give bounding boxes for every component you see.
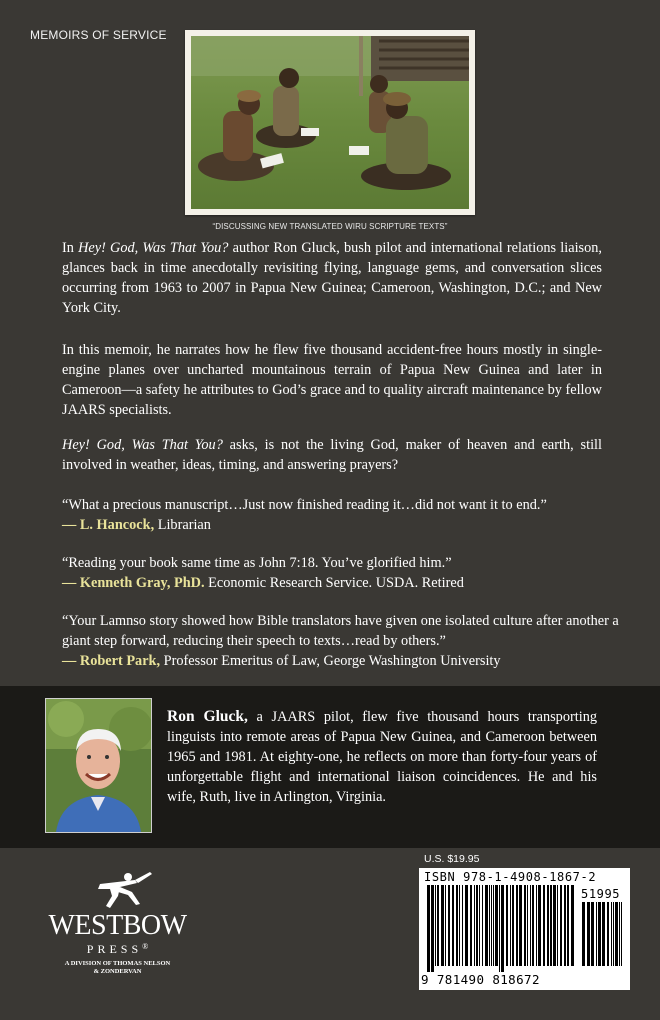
barcode-bar	[491, 885, 492, 966]
barcode-bar	[591, 902, 594, 966]
barcode-bar	[582, 902, 585, 966]
barcode-bar	[448, 885, 450, 966]
endorser-name: Kenneth Gray, PhD.	[79, 575, 205, 591]
addon-barcode	[582, 902, 624, 972]
barcode-bar	[493, 885, 494, 966]
author-bio-text: a JAARS pilot, flew five thousand hours transporting linguists into remote areas of Papua New Guinea, and Cameroon between 1965 and 1981. At eighty-one, he reflects on more than forty-four years of unforgettable flight and international liaison coincidences. He and his wife, Ruth, live in Arlington, Virginia.	[167, 709, 597, 805]
publisher-division-line-2: & ZONDERVAN	[93, 968, 142, 975]
publisher-division	[40, 960, 195, 976]
publisher-division-line-1: A DIVISION OF THOMAS NELSON	[64, 960, 171, 967]
photo-caption: “DISCUSSING NEW TRANSLATED WIRU SCRIPTURE TEXTS”	[212, 222, 448, 231]
author-bio	[167, 707, 597, 807]
endorsement-attribution	[62, 651, 622, 671]
p1-post: author Ron Gluck, bush pilot and international relations liaison, glances back in time anecdotally revisiting flying, language gems, and conversation slices occurring from 1963 to 2007 in Papua New Guinea; Cameroon, Washington, D.C.; and New York City.	[62, 240, 602, 316]
barcode-bar	[560, 885, 562, 966]
barcode-bar	[485, 885, 488, 966]
description-paragraph-1	[62, 238, 602, 318]
isbn-label: ISBN 978-1-4908-1867-2	[424, 870, 597, 884]
press-word: PRESS	[86, 942, 143, 956]
publisher-name: WESTBOW	[48, 910, 187, 941]
barcode-bar	[510, 885, 511, 966]
barcode-bar	[465, 885, 468, 966]
price-label: U.S. $19.95	[424, 853, 480, 865]
barcode-bar	[489, 885, 490, 966]
barcode-bar	[441, 885, 444, 966]
barcode-bar	[571, 885, 574, 966]
barcode-bar	[476, 885, 478, 966]
barcode-bar	[499, 885, 500, 972]
barcode-bar	[431, 885, 434, 972]
description-paragraph-3	[62, 435, 602, 475]
barcode-bar	[501, 885, 504, 972]
scripture-reading-photo	[191, 36, 469, 209]
barcode-bar	[621, 902, 622, 966]
barcode-bar	[564, 885, 566, 966]
endorsement	[62, 553, 622, 593]
barcode-bar	[602, 902, 605, 966]
barcode-bar	[607, 902, 609, 966]
barcode-bar	[456, 885, 458, 966]
endorsement-quote: “Reading your book same time as John 7:18. You’ve glorified him.”	[62, 555, 452, 571]
barcode-bar	[495, 885, 498, 966]
barcode-bar	[557, 885, 558, 966]
category-label: MEMOIRS OF SERVICE	[30, 28, 167, 42]
barcode-bar	[587, 902, 590, 966]
endorsement-dash: —	[62, 653, 80, 669]
endorsement	[62, 495, 622, 535]
barcode-bar	[567, 885, 569, 966]
author-name: Ron Gluck,	[167, 708, 248, 725]
barcode-bar	[596, 902, 597, 966]
barcode-bar	[512, 885, 514, 966]
endorser-name: Robert Park,	[79, 653, 161, 669]
p1-pre: In	[62, 240, 79, 256]
barcode-bar	[543, 885, 545, 966]
runner-icon	[40, 870, 195, 910]
barcode-bar	[474, 885, 475, 966]
endorsement-dash: —	[62, 575, 80, 591]
p3-post: asks, is not the living God, maker of heaven and earth, still involved in weather, ideas, timing, and answering prayers?	[62, 437, 602, 473]
ean-digits: 9 781490 818672	[421, 972, 540, 987]
barcode-bar	[547, 885, 549, 966]
barcode-bar	[482, 885, 483, 966]
barcode-bar	[435, 885, 436, 966]
barcode-bar	[462, 885, 463, 966]
endorsement	[62, 611, 622, 671]
barcode-bar	[553, 885, 556, 966]
endorsement-attribution	[62, 515, 622, 535]
endorsement-quote: “What a precious manuscript…Just now finished reading it…did not want it to end.”	[62, 497, 547, 513]
barcode-bar	[532, 885, 534, 966]
barcode-bar	[470, 885, 472, 966]
ean-barcode	[427, 885, 577, 972]
barcode-bar	[437, 885, 439, 966]
barcode-bar	[615, 902, 618, 966]
barcode-bar	[527, 885, 528, 966]
barcode-bar	[613, 902, 614, 966]
barcode-bar	[452, 885, 454, 966]
endorser-name: L. Hancock,	[79, 517, 155, 533]
description-paragraph-2: In this memoir, he narrates how he flew five thousand accident-free hours mostly in single- engine planes over uncharted mountainous terrain of Papua New Guinea and later in Cameroon—a safety he attributes to God’s grace and to quality aircraft maintenance by fellow JAARS specialists.	[62, 342, 602, 418]
publisher-logo	[40, 870, 200, 1000]
endorsement-dash: —	[62, 517, 80, 533]
book-title: Hey! God, Was That You?	[62, 437, 223, 453]
endorser-role: Economic Research Service. USDA. Retired	[204, 575, 464, 591]
barcode-bar	[445, 885, 446, 966]
barcode-bar	[516, 885, 518, 966]
barcode-bar	[536, 885, 537, 966]
barcode-bar	[479, 885, 480, 966]
cover-photo	[185, 30, 475, 215]
barcode-bar	[459, 885, 460, 966]
barcode-bar	[519, 885, 522, 966]
endorsement-attribution	[62, 573, 622, 593]
barcode-bar	[506, 885, 508, 966]
registered-mark: ®	[142, 942, 149, 951]
barcode-bar	[550, 885, 552, 966]
barcode-bar	[427, 885, 430, 972]
author-portrait	[46, 699, 151, 832]
barcode-bar	[611, 902, 612, 966]
book-title: Hey! God, Was That You?	[78, 240, 229, 256]
barcode-bar	[598, 902, 601, 966]
endorser-role: Professor Emeritus of Law, George Washington University	[160, 653, 501, 669]
endorsement-quote: “Your Lamnso story showed how Bible translators have given one isolated culture after another a giant step forward, reducing their speech to texts…read by others.”	[62, 613, 619, 649]
price-code: 51995	[581, 887, 621, 901]
barcode-bar	[538, 885, 541, 966]
barcode-bar	[530, 885, 531, 966]
barcode-bar	[524, 885, 526, 966]
endorser-role: Librarian	[154, 517, 211, 533]
barcode	[419, 868, 630, 990]
author-photo	[45, 698, 152, 833]
publisher-press	[40, 942, 195, 957]
barcode-bar	[619, 902, 620, 966]
